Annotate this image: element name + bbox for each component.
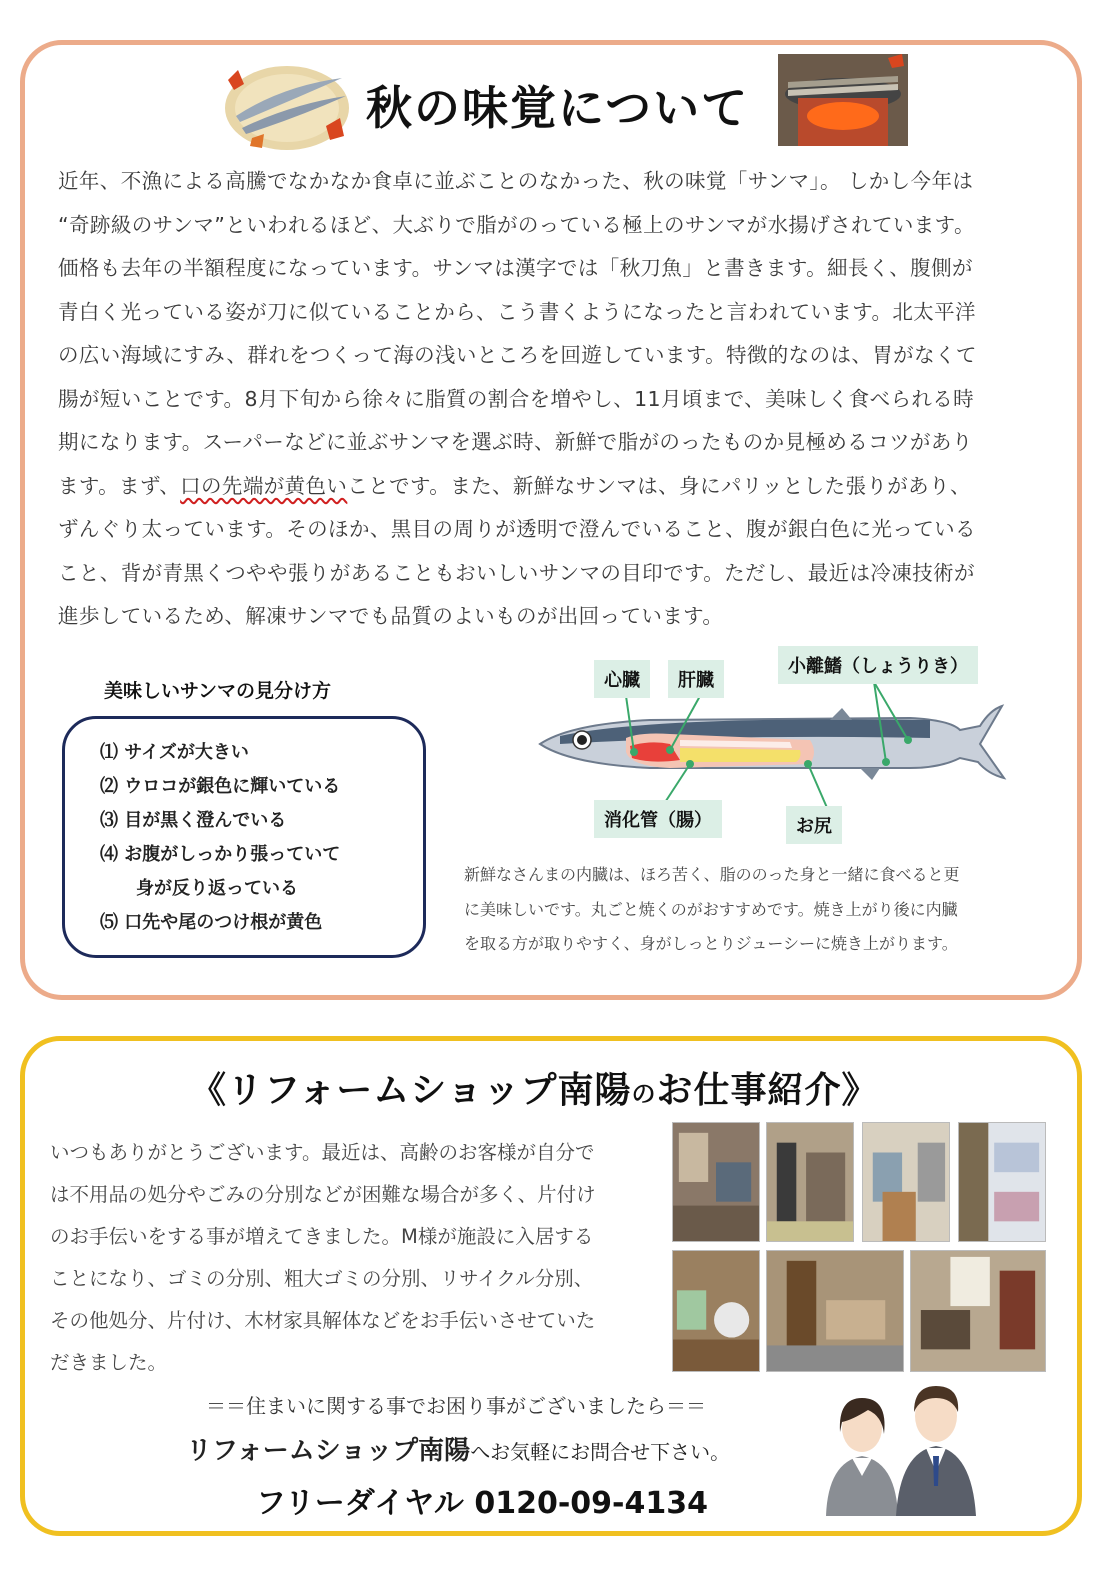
shop-name: リフォームショップ南陽	[186, 1436, 471, 1466]
body-line: 期になります。スーパーなどに並ぶサンマを選ぶ時、新鮮で脂がのったものか見極めるコツがあり	[58, 430, 973, 454]
reform-title-part: 《リフォームショップ南陽	[190, 1070, 632, 1111]
body-line	[58, 465, 1058, 509]
tips-heading: 美味しいサンマの見分け方	[104, 680, 332, 702]
work-photo	[672, 1250, 760, 1372]
staff-illustration	[812, 1376, 982, 1516]
work-photo	[862, 1122, 950, 1242]
work-photo	[672, 1122, 760, 1242]
body-line: その他処分、片付け、木材家具解体などをお手伝いさせていた	[50, 1309, 596, 1332]
reform-title	[190, 1062, 879, 1113]
tip-item: ⑴ サイズが大きい	[100, 742, 249, 763]
work-photo	[958, 1122, 1046, 1242]
sanma-plate-image	[222, 56, 352, 152]
body-line-part: ことです。また、新鮮なサンマは、身にパリッとした張りがあり、	[347, 473, 971, 498]
body-line: 腸が短いことです。8月下旬から徐々に脂質の割合を増やし、11月頃まで、美味しく食べられる時	[58, 386, 975, 411]
contact-banner: ＝＝住まいに関する事でお困り事がございましたら＝＝	[206, 1394, 706, 1418]
body-line: “奇跡級のサンマ”といわれるほど、大ぶりで脂がのっている極上のサンマが水揚げされています。	[58, 212, 975, 237]
body-line: ことになり、ゴミの分別、粗大ゴミの分別、リサイクル分別、	[50, 1267, 594, 1290]
label-heart: 心臓	[594, 660, 650, 698]
work-photo	[910, 1250, 1046, 1372]
reform-body-text	[50, 1132, 660, 1384]
tip-item: ⑷ お腹がしっかり張っていて	[100, 844, 341, 865]
contact-invitation-text: へお気軽にお問合せ下さい。	[470, 1440, 731, 1464]
caption-line: に美味しいです。丸ごと焼くのがおすすめです。焼き上がり後に内臓	[464, 899, 958, 919]
label-liver: 肝臓	[668, 660, 724, 698]
contact-invitation	[186, 1430, 730, 1467]
caption-line: 新鮮なさんまの内臓は、ほろ苦く、脂ののった身と一緒に食べると更	[464, 865, 960, 884]
reform-title-part: の	[631, 1080, 657, 1108]
work-photo	[766, 1122, 854, 1242]
autumn-body-text	[58, 160, 1058, 639]
tip-item-continued: 身が反り返っている	[136, 878, 298, 899]
tips-list	[100, 736, 340, 940]
body-line: は不用品の処分やごみの分別などが困難な場合が多く、片付け	[50, 1183, 596, 1206]
label-digestive: 消化管（腸）	[594, 800, 722, 838]
body-line: ずんぐり太っています。そのほか、黒目の周りが透明で澄んでいること、腹が銀白色に光っている	[58, 517, 976, 541]
work-photo	[766, 1250, 904, 1372]
reform-title-part: お仕事紹介》	[656, 1070, 879, 1111]
body-line: のお手伝いをする事が増えてきました。M様が施設に入居する	[50, 1225, 594, 1248]
grilled-sanma-image	[778, 54, 908, 146]
label-anus: お尻	[786, 806, 842, 844]
body-line: 進歩しているため、解凍サンマでも品質のよいものが出回っています。	[58, 604, 724, 628]
body-line: 近年、不漁による高騰でなかなか食卓に並ぶことのなかった、秋の味覚「サンマ」。 しかし今年は	[58, 169, 974, 193]
phone-number: フリーダイヤル 0120-09-4134	[256, 1486, 708, 1521]
page-title: 秋の味覚について	[366, 81, 750, 135]
diagram-caption	[464, 858, 1054, 962]
tip-item: ⑶ 目が黒く澄んでいる	[100, 810, 287, 831]
body-line-part: ます。まず、	[58, 473, 181, 498]
body-line: 青白く光っている姿が刀に似ていることから、こう書くようになったと言われています。北太平洋	[58, 299, 976, 324]
body-line: こと、背が青黒くつやや張りがあることもおいしいサンマの目印です。ただし、最近は冷凍技術が	[58, 560, 975, 585]
tip-item: ⑸ 口先や尾のつけ根が黄色	[100, 912, 323, 933]
body-line: 価格も去年の半額程度になっています。サンマは漢字では「秋刀魚」と書きます。細長く、腹側が	[58, 256, 973, 280]
caption-line: を取る方が取りやすく、身がしっとりジューシーに焼き上がります。	[464, 934, 958, 953]
spellcheck-underlined-text: 口の先端が黄色い	[180, 473, 348, 498]
body-line: いつもありがとうございます。最近は、高齢のお客様が自分で	[50, 1141, 595, 1164]
tip-item: ⑵ ウロコが銀色に輝いている	[100, 776, 341, 797]
label-pyloric: 小離鰭（しょうりき）	[778, 646, 978, 684]
body-line: の広い海域にすみ、群れをつくって海の浅いところを回遊しています。特徴的なのは、胃がなくて	[58, 343, 977, 367]
body-line: だきました。	[50, 1351, 168, 1374]
